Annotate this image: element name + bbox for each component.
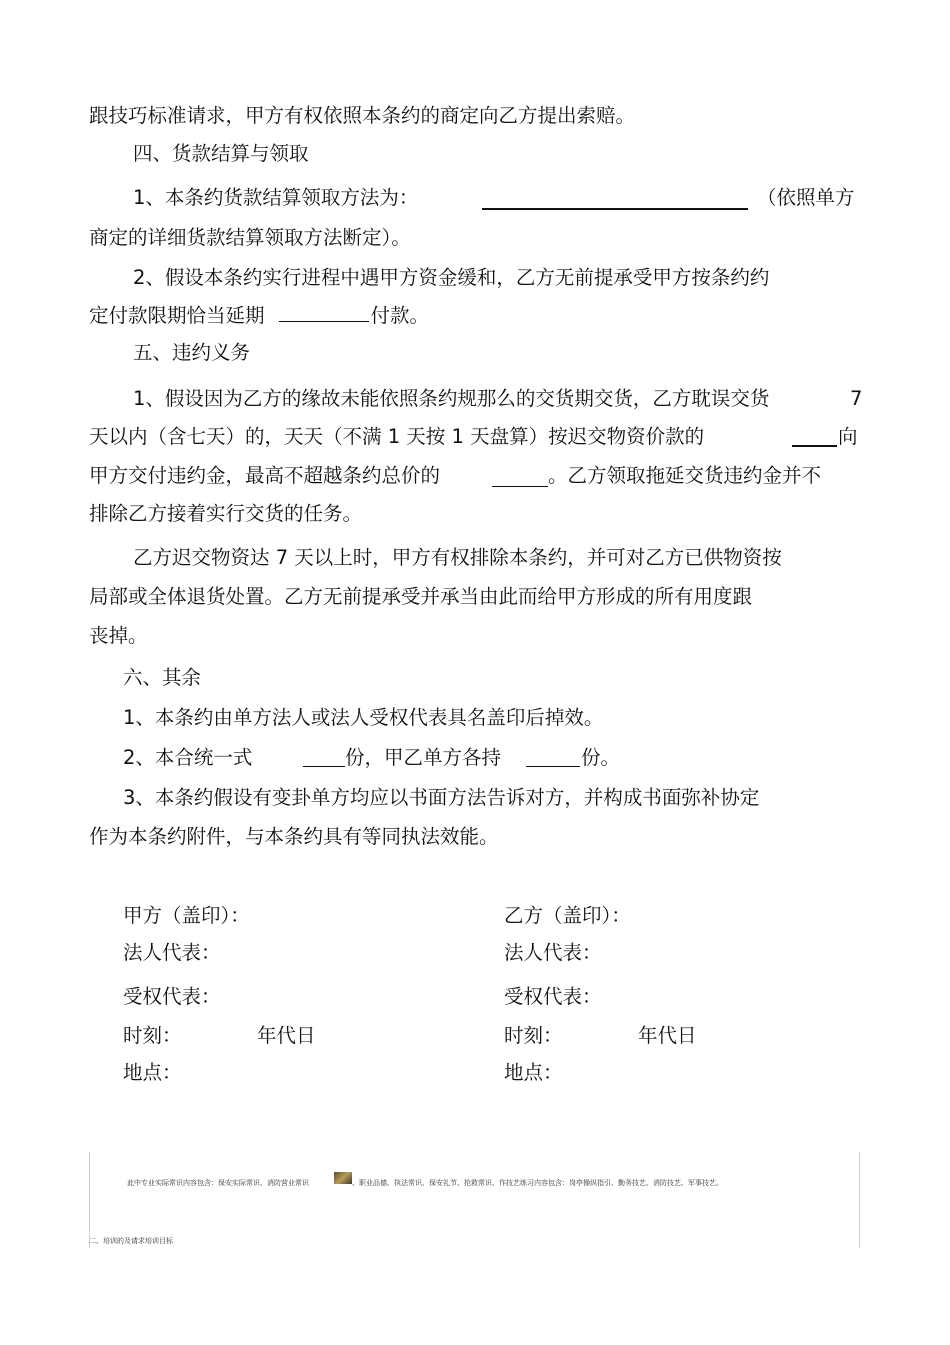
footer-thumbnail-image [334,1172,352,1184]
section-6-item-2-end: 份。 [581,746,621,769]
party-a-time-label: 时刻： [123,1024,182,1047]
section-5-title: 五、违约义务 [133,341,251,364]
copies-each-blank[interactable] [526,748,580,767]
section-5-item-1-cont3: 排除乙方接着实行交货的任务。 [89,502,363,525]
section-6-item-1: 1、本条约由单方法人或法人受权代表具名盖印后掉效。 [123,706,604,729]
party-b-legal-rep-label: 法人代表： [504,941,602,964]
section-5-item-1-number: 7 [850,387,863,410]
party-a-place-label: 地点： [123,1061,182,1084]
section-4-item-1 [133,185,418,211]
party-b-time-label: 时刻： [504,1024,563,1047]
section-6-item-3-cont: 作为本条约附件，与本条约具有等同执法效能。 [89,825,499,848]
section-6-title: 六、其余 [123,666,202,689]
footer-text-a: 此中专业实际常识内容包含：保安实际常识、消防营业常识 [127,1179,309,1187]
party-a-date-label: 年代日 [257,1024,316,1047]
section-4-item-2-tail: 付款。 [370,304,430,327]
party-b-auth-rep-label: 受权代表： [504,985,602,1008]
section-5-item-1-cont2: 甲方交付违约金，最高不超越条约总价的 [89,464,441,487]
footer-text-c: 二、培训的及请求培训目标 [89,1237,173,1245]
section-5-paragraph-2: 乙方迟交物资达 7 天以上时，甲方有权排除本条约，并可对乙方已供物资按 [133,546,782,569]
party-a-auth-rep-label: 受权代表： [123,985,221,1008]
party-a-seal-label: 甲方（盖印）： [123,904,250,927]
section-5-item-1: 1、假设因为乙方的缘故未能依照条约规那么的交货期交货，乙方耽误交货 [133,387,770,410]
extension-period-blank[interactable] [279,303,369,322]
footer-text-b: 、职业品德、执法常识、保安礼节、抢救常识、作技艺练习内容包含：岗亭操纵指引、勤务技艺、消防技艺、军事技艺。 [352,1179,723,1187]
section-6-item-2: 2、本合统一式 [123,746,253,769]
penalty-max-blank[interactable] [492,468,548,487]
section-5-paragraph-2-cont2: 丧掉。 [89,624,148,647]
section-4-item-1-cont: 商定的详细货款结算领取方法断定）。 [89,226,411,249]
party-b-date-label: 年代日 [638,1024,697,1047]
section-4-item-1-text: 1、本条约货款结算领取方法为： [133,186,419,209]
section-6-item-2-mid: 份，甲乙单方各持 [345,746,502,769]
section-4-item-2-text: 定付款限期恰当延期 [89,304,265,327]
section-4-item-1-suffix: （依照单方 [757,186,855,209]
party-a-legal-rep-label: 法人代表： [123,941,221,964]
section-5-item-1-cont2-end: 。乙方领取拖延交货违约金并不 [548,464,822,487]
paragraph-claim: 跟技巧标准请求，甲方有权依照本条约的商定向乙方提出索赔。 [89,104,636,127]
section-5-item-1-cont: 天以内（含七天）的，天天（不满 1 天按 1 天盘算）按迟交物资价款的 [89,425,705,448]
section-4-item-2-cont [89,303,429,329]
payment-method-blank[interactable] [482,190,748,210]
footer-right-rule [859,1152,860,1248]
footer-left-rule [89,1152,90,1248]
party-b-seal-label: 乙方（盖印）： [504,904,631,927]
section-4-item-2: 2、假设本条约实行进程中遇甲方资金缓和，乙方无前提承受甲方按条约约 [133,266,770,289]
penalty-rate-blank[interactable] [792,427,837,447]
section-6-item-3: 3、本条约假设有变卦单方均应以书面方法告诉对方，并构成书面弥补协定 [123,786,760,809]
copies-total-blank[interactable] [303,748,345,767]
party-b-place-label: 地点： [504,1061,563,1084]
section-5-paragraph-2-cont: 局部或全体退货处置。乙方无前提承受并承当由此而给甲方形成的所有用度跟 [89,585,753,608]
section-4-title: 四、货款结算与领取 [133,142,309,165]
section-5-item-1-cont-end: 向 [838,425,858,448]
